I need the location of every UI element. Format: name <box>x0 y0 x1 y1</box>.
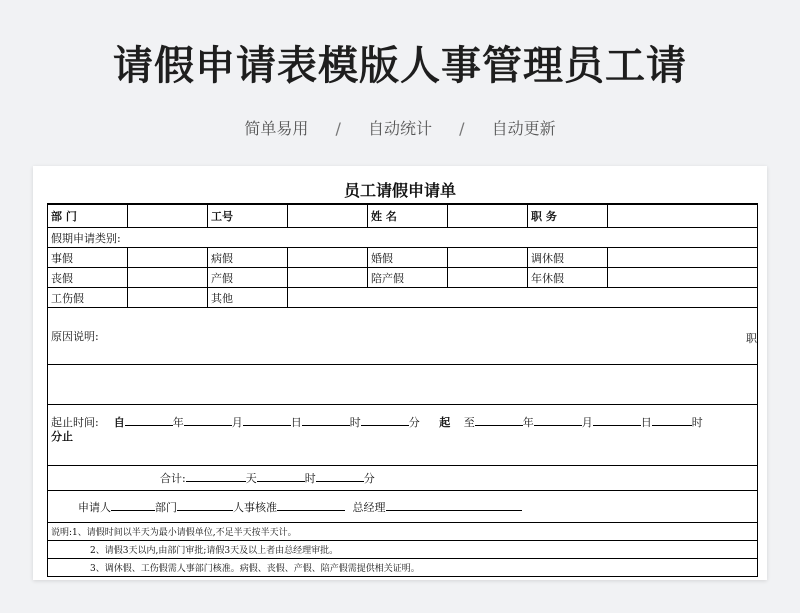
note-3: 3、调休假、工伤假需人事部门核准。病假、丧假、产假、陪产假需提供相关证明。 <box>48 559 758 577</box>
total-label: 合计: <box>160 472 186 485</box>
position-input[interactable] <box>608 204 758 228</box>
leave-bereavement-label: 丧假 <box>48 268 128 288</box>
period-start: 起 <box>439 416 451 429</box>
period-cell <box>48 405 758 466</box>
form-title: 员工请假申请单 <box>343 181 456 200</box>
leave-marriage-input[interactable] <box>448 248 528 268</box>
total-minute-field[interactable] <box>316 471 364 482</box>
period-hour: 时 <box>349 416 361 429</box>
start-hour-field[interactable] <box>302 415 350 426</box>
dept-label: 部 门 <box>48 204 128 228</box>
leave-type-row <box>48 288 758 308</box>
period-label: 起止时间: <box>51 416 99 429</box>
note-row <box>48 523 758 541</box>
applicant-label: 申请人 <box>78 500 111 514</box>
period-year2: 年 <box>522 416 534 429</box>
leave-work-injury-label: 工伤假 <box>48 288 128 308</box>
total-day: 天 <box>245 472 257 485</box>
feature-auto-update: 自动更新 <box>491 119 556 138</box>
position-label: 职 务 <box>528 204 608 228</box>
reason-row <box>48 308 758 365</box>
gm-label: 总经理 <box>352 500 386 514</box>
total-day-field[interactable] <box>186 471 246 482</box>
period-month2: 月 <box>581 416 593 429</box>
leave-category-row <box>48 228 758 248</box>
period-year: 年 <box>172 416 184 429</box>
note-row <box>48 541 758 559</box>
start-year-field[interactable] <box>125 415 173 426</box>
job-no-input[interactable] <box>288 204 368 228</box>
period-end: 分止 <box>51 430 73 443</box>
leave-compensatory-label: 调休假 <box>528 248 608 268</box>
dept-input[interactable] <box>128 204 208 228</box>
approval-dept-label: 部门 <box>155 500 177 514</box>
job-no-label: 工号 <box>208 204 288 228</box>
leave-marriage-label: 婚假 <box>368 248 448 268</box>
header-row <box>48 204 758 228</box>
leave-maternity-label: 产假 <box>208 268 288 288</box>
leave-category-label: 假期申请类别: <box>48 228 758 248</box>
leave-maternity-input[interactable] <box>288 268 368 288</box>
period-row <box>48 405 758 466</box>
total-minute: 分 <box>363 472 375 485</box>
reason-label: 原因说明: <box>51 330 99 343</box>
total-row <box>48 466 758 491</box>
leave-type-row <box>48 268 758 288</box>
feature-separator: / <box>335 119 341 138</box>
name-label: 姓 名 <box>368 204 448 228</box>
feature-auto-stat: 自动统计 <box>367 119 432 138</box>
reason-cell[interactable] <box>48 308 758 365</box>
leave-other-input[interactable] <box>288 288 758 308</box>
end-hour-field[interactable] <box>652 415 692 426</box>
period-day2: 日 <box>640 416 652 429</box>
note-1: 说明:1、请假时间以半天为最小请假单位,不足半天按半天计。 <box>48 523 758 541</box>
approval-cell <box>48 491 758 523</box>
start-month-field[interactable] <box>184 415 232 426</box>
end-month-field[interactable] <box>534 415 582 426</box>
total-hour-field[interactable] <box>257 471 305 482</box>
reason-blank-cell[interactable] <box>48 365 758 405</box>
period-month: 月 <box>231 416 243 429</box>
leave-bereavement-input[interactable] <box>128 268 208 288</box>
feature-separator: / <box>459 119 465 138</box>
leave-compensatory-input[interactable] <box>608 248 758 268</box>
name-input[interactable] <box>448 204 528 228</box>
leave-annual-input[interactable] <box>608 268 758 288</box>
leave-other-label: 其他 <box>208 288 288 308</box>
approval-row <box>48 491 758 523</box>
leave-personal-input[interactable] <box>128 248 208 268</box>
leave-personal-label: 事假 <box>48 248 128 268</box>
page-title: 请假申请表模版人事管理员工请 <box>113 43 687 89</box>
start-minute-field[interactable] <box>361 415 409 426</box>
leave-sick-input[interactable] <box>288 248 368 268</box>
leave-form-table <box>47 203 758 577</box>
hr-approval-field[interactable] <box>277 500 345 511</box>
note-row <box>48 559 758 577</box>
start-day-field[interactable] <box>243 415 291 426</box>
approval-dept-field[interactable] <box>177 500 233 511</box>
leave-type-row <box>48 248 758 268</box>
period-day: 日 <box>290 416 302 429</box>
period-to: 至 <box>463 416 475 429</box>
total-hour: 时 <box>304 472 316 485</box>
period-minute: 分 <box>408 416 420 429</box>
leave-paternity-input[interactable] <box>448 268 528 288</box>
applicant-field[interactable] <box>111 500 155 511</box>
note-2: 2、请假3天以内,由部门审批;请假3天及以上者由总经理审批。 <box>48 541 758 559</box>
end-day-field[interactable] <box>593 415 641 426</box>
leave-paternity-label: 陪产假 <box>368 268 448 288</box>
leave-sick-label: 病假 <box>208 248 288 268</box>
reason-edge-text: 职 <box>746 332 757 345</box>
gm-field[interactable] <box>386 500 522 511</box>
leave-work-injury-input[interactable] <box>128 288 208 308</box>
form-sheet <box>33 166 767 580</box>
end-year-field[interactable] <box>475 415 523 426</box>
feature-easy: 简单易用 <box>244 119 309 138</box>
period-hour2: 时 <box>691 416 703 429</box>
feature-tagline <box>0 116 800 139</box>
hr-approval-label: 人事核准 <box>233 500 277 514</box>
reason-blank-row <box>48 365 758 405</box>
total-cell <box>48 466 758 491</box>
leave-annual-label: 年休假 <box>528 268 608 288</box>
period-from: 自 <box>113 416 125 429</box>
